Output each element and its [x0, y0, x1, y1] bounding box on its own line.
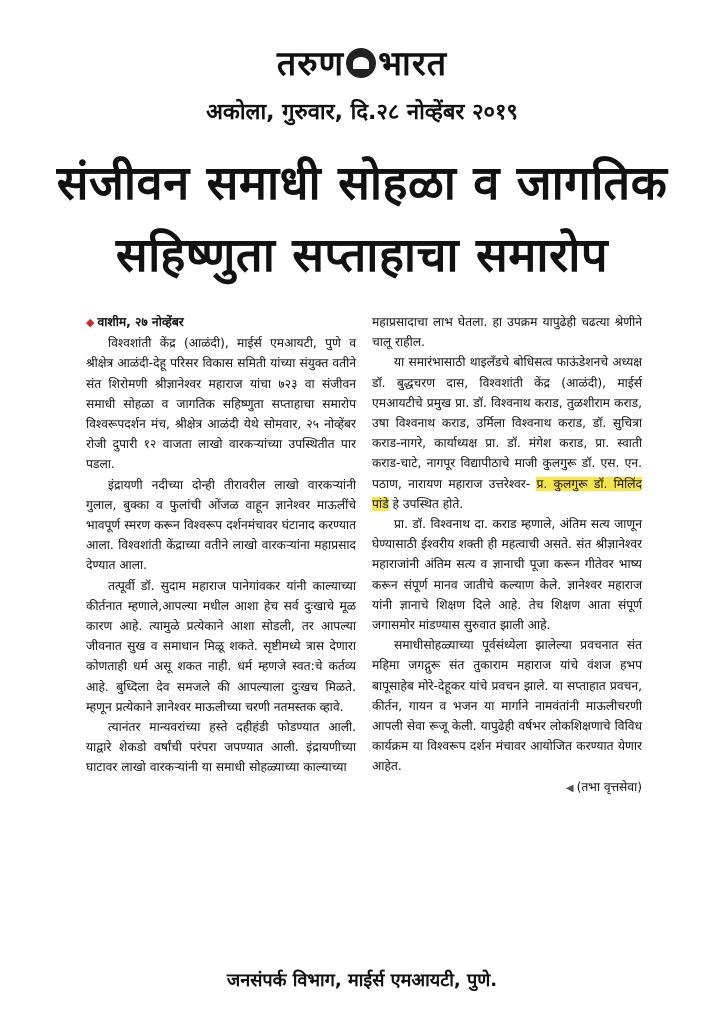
paragraph-text: या समारंभासाठी थाइलँडचे बोधिसत्व फाऊंडेशनचे अध्यक्ष डॉ. बुद्धचरण दास, विश्वशांती केंद्र (आळंदी), माईर्स एमआयटीचे प्रमुख प्रा. डॉ. विश्वनाथ कराड, तुळशीराम कराड, उषा विश्वनाथ कराड, उर्मिला विश्वनाथ कराड, डॉ. सुचित्रा कराड-नागरे, कार्याध्यक्ष प्रा. डॉ. मंगेश कराड, प्रा. स्वाती कराड-चाटे, नागपूर विद्यापीठाचे माजी कुलगुरू डॉ. एस. एन. पठाण, नारायण महाराज उत्तरेश्वर- — [372, 355, 642, 491]
diamond-bullet-icon: ◆ — [86, 316, 95, 329]
paragraph-tail: हे उपस्थित होते. — [392, 496, 464, 511]
headline-line-1: संजीवन समाधी सोहळा व जागतिक — [56, 156, 668, 211]
paragraph — [372, 352, 642, 514]
headline-line-2: सहिष्णुता सप्ताहाचा समारोप — [115, 228, 609, 283]
byline — [86, 312, 356, 333]
highlighted-name: प्र. कुलगुरू डॉ. मिलिंद पांडे — [372, 476, 643, 511]
footer-source: जनसंपर्क विभाग, माईर्स एमआयटी, पुणे. — [226, 970, 498, 991]
paragraph: महाप्रसादाचा लाभ घेतला. हा उपक्रम यापुढेही चढत्या श्रेणीने चालू राहील. — [372, 315, 642, 350]
byline-text: वाशीम, २७ नोव्हेंबर — [97, 315, 184, 329]
sunrise-logo-icon — [346, 48, 376, 78]
article-column-left — [86, 312, 356, 778]
paragraph: विश्वशांती केंद्र (आळंदी), माईर्स एमआयटी, पुणे व श्रीक्षेत्र आळंदी-देहू परिसर विकास समिती यांच्या संयुक्त वतीने संत शिरोमणी श्रीज्ञानेश्वर महाराज यांचा ७२३ वा संजीवन समाधी सोहळा व जागतिक सहिष्णुता सप्ताहाचा समारोप विश्वरूपदर्शन मंच, श्रीक्षेत्र आळंदी येथे सोमवार, २५ नोव्हेंबर रोजी दुपारी १२ वाजता लाखो वारकऱ्यांच्या उपस्थितीत पार पडला. — [86, 336, 356, 472]
credit-text: (तभा वृत्तसेवा) — [576, 779, 642, 794]
triangle-marker-icon: ◀ — [565, 782, 574, 794]
paragraph: समाधीसोहळ्याच्या पूर्वसंध्येला झालेल्या प्रवचनात संत महिमा जगद्गुरू संत तुकाराम महाराज यांचे वंशज हभप बापूसाहेब मोरे-देहूकर यांचे प्रवचन झाले. या सप्ताहात प्रवचन, कीर्तन, गायन व भजन या मार्गाने नामवंतांनी माऊलीचरणी आपली सेवा रूजू केली. यापुढेही वर्षभर लोकशिक्षणाचे विविध कार्यक्रम या विश्वरूप दर्शन मंचावर आयोजित करण्यात येणार आहेत. — [372, 638, 642, 774]
news-service-credit — [372, 777, 642, 799]
paragraph: तत्पूर्वी डॉ. सुदाम महाराज पानेगांवकर यांनी काल्याच्या कीर्तनात म्हणाले,आपल्या मधील आशा हेच सर्व दुःखाचे मूळ कारण आहे. त्यामुळे प्रत्येकाने आशा सोडली, तर आपल्या जीवनात सुख व समाधान मिळू शकते. सृष्टीमध्ये त्रास देणारा कोणताही धर्म असू शकत नाही. धर्म म्हणजे स्वत:चे कर्तव्य आहे. बुध्दिला देव समजले की आपल्याला दुःखच मिळते. म्हणून प्रत्येकाने ज्ञानेश्वर माऊलीच्या चरणी नतमस्तक व्हावे. — [86, 578, 356, 714]
newspaper-masthead — [0, 44, 724, 84]
paragraph: प्रा. डॉ. विश्वनाथ दा. कराड म्हणाले, अंतिम सत्य जाणून घेण्यासाठी ईश्वरीय शक्ती ही महत्वाची असते. संत श्रीज्ञानेश्वर महाराजांनी अंतिम सत्य व ज्ञानाची पूजा करून गीतेवर भाष्य करून संपूर्ण मानव जातीचे कल्याण केले. ज्ञानेश्वर महाराज यांनी ज्ञानाचे शिक्षण दिले आहे. तेच शिक्षण आता संपूर्ण जगासमोर मांडण्यास सुरुवात झाली आहे. — [372, 517, 642, 633]
masthead-text-2: भारत — [378, 44, 448, 84]
headline — [40, 148, 684, 292]
dateline: अकोला, गुरुवार, दि.२८ नोव्हेंबर २०१९ — [206, 100, 518, 125]
article-column-right — [372, 312, 642, 799]
paragraph: इंद्रायणी नदीच्या दोन्ही तीरावरील लाखो वारकऱ्यांनी गुलाल, बुक्का व फुलांची ओंजळ वाहून ज्ञानेश्वर माऊलींचे भावपूर्ण स्मरण करून विश्वरूप दर्शनमंचावर घंटानाद करण्यात आला. विश्वशांती केंद्राच्या वतीने लाखो वारकऱ्यांना महाप्रसाद देण्यात आला. — [86, 477, 356, 573]
paragraph: त्यानंतर मान्यवरांच्या हस्ते दहीहंडी फोडण्यात आली. याद्वारे शेकडो वर्षांची परंपरा जपण्यात आली. इंद्रायणीच्या घाटावर लाखो वारकऱ्यांनी या समाधी सोहळ्याच्या काल्याच्या — [86, 720, 356, 775]
masthead-text-1: तरुण — [276, 44, 345, 84]
